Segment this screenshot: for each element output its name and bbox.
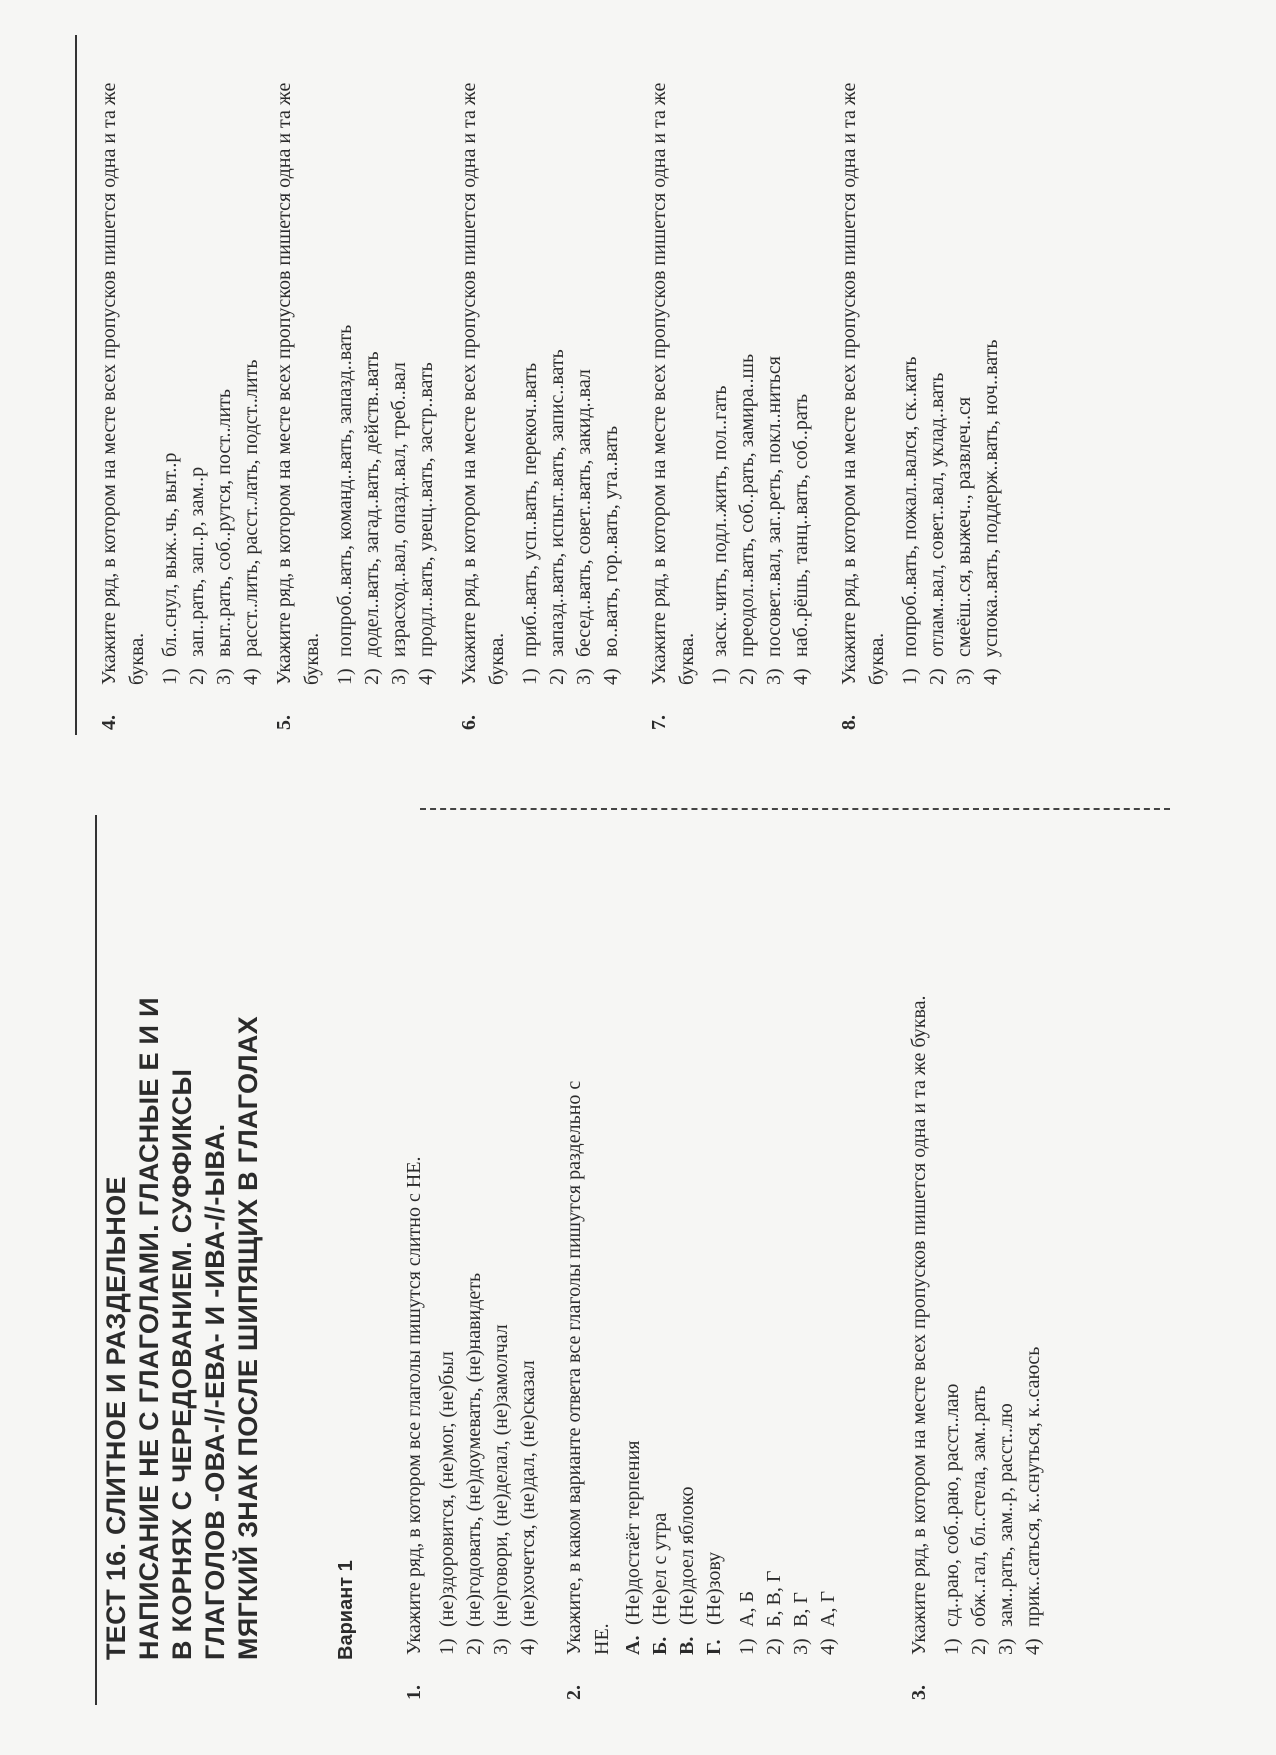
option-number: 4)	[600, 668, 622, 685]
option-number: 3)	[573, 668, 595, 685]
title-line: ТЕСТ 16. СЛИТНОЕ И РАЗДЕЛЬНОЕ	[101, 1176, 131, 1660]
option-number: 3)	[790, 1638, 812, 1655]
question-6	[455, 30, 625, 730]
answer-option[interactable]	[544, 30, 571, 685]
option-text: А, Б	[736, 1591, 758, 1627]
answer-option[interactable]	[1020, 820, 1047, 1655]
statement-text: (Не)зову	[703, 1551, 725, 1625]
title-line: МЯГКИЙ ЗНАК ПОСЛЕ ШИПЯЩИХ В ГЛАГОЛАХ	[233, 1016, 263, 1660]
question-1	[400, 820, 542, 1700]
question-stem: Укажите ряд, в котором на месте всех пропусков пишется одна и та же буква.	[838, 82, 888, 685]
statement-letter: А.	[622, 1635, 644, 1655]
title-line: НАПИСАНИЕ НЕ С ГЛАГОЛАМИ. ГЛАСНЫЕ Е И И	[134, 997, 164, 1660]
option-number: 2)	[968, 1638, 990, 1655]
answer-options	[434, 820, 542, 1655]
option-text: бл..снул, выж..чь, выт..р	[159, 452, 181, 657]
question-3	[905, 820, 1047, 1700]
answer-option[interactable]	[413, 30, 440, 685]
answer-option[interactable]	[157, 30, 184, 685]
answer-option[interactable]	[707, 30, 734, 685]
answer-option[interactable]	[978, 30, 1005, 685]
answer-option[interactable]	[332, 30, 359, 685]
option-text: во..вать, гор..вать, ута..вать	[600, 425, 622, 657]
question-4	[95, 30, 265, 730]
option-text: сд..раю, соб..раю, расст..лаю	[941, 1383, 963, 1627]
question-number: 2.	[563, 1685, 585, 1700]
question-stem: Укажите ряд, в котором на месте всех пропусков пишется одна и та же буква.	[458, 82, 508, 685]
question-7	[645, 30, 815, 730]
option-number: 3)	[763, 668, 785, 685]
answer-option[interactable]	[924, 30, 951, 685]
answer-option[interactable]	[517, 30, 544, 685]
option-text: запазд..вать, испыт..вать, запис..вать	[546, 349, 568, 657]
option-number: 4)	[240, 668, 262, 685]
statement-list	[620, 1080, 728, 1655]
question-number: 1.	[403, 1685, 425, 1700]
answer-option[interactable]	[211, 30, 238, 685]
question-stem: Укажите ряд, в котором на месте всех пропусков пишется одна и та же буква.	[908, 995, 930, 1655]
answer-option[interactable]	[815, 1080, 842, 1655]
question-number: 8.	[838, 715, 860, 730]
option-text: зап..рать, зап..р, зам..р	[186, 466, 208, 657]
statement-item	[674, 1080, 701, 1655]
question-number: 6.	[458, 715, 480, 730]
answer-options	[734, 1080, 842, 1655]
answer-option[interactable]	[515, 820, 542, 1655]
option-text: посовет..вал, заг..реть, покл..ниться	[763, 356, 785, 657]
question-stem: Укажите ряд, в котором на месте всех пропусков пишется одна и та же буква.	[273, 82, 323, 685]
top-rule-right	[75, 35, 77, 735]
option-number: 1)	[436, 1638, 458, 1655]
option-number: 3)	[388, 668, 410, 685]
answer-option[interactable]	[488, 820, 515, 1655]
option-number: 4)	[817, 1638, 839, 1655]
dashed-divider	[420, 808, 1170, 810]
answer-options	[332, 30, 440, 685]
option-number: 1)	[736, 1638, 758, 1655]
option-number: 2)	[763, 1638, 785, 1655]
answer-options	[939, 820, 1047, 1655]
option-text: (не)годовать, (не)доумевать, (не)навидеть	[463, 1272, 485, 1627]
question-stem: Укажите ряд, в котором все глаголы пишутся слитно с НЕ.	[403, 1156, 425, 1655]
answer-option[interactable]	[939, 820, 966, 1655]
option-number: 1)	[941, 1638, 963, 1655]
option-text: расст..лить, расст..лать, подст..лить	[240, 359, 262, 657]
statement-text: (Не)ел с утра	[649, 1512, 671, 1625]
top-rule-left	[95, 815, 97, 1705]
option-number: 2)	[463, 1638, 485, 1655]
statement-text: (Не)доел яблоко	[676, 1486, 698, 1625]
answer-options	[517, 30, 625, 685]
statement-letter: В.	[676, 1636, 698, 1655]
option-number: 2)	[546, 668, 568, 685]
answer-option[interactable]	[184, 30, 211, 685]
statement-item	[620, 1080, 647, 1655]
option-text: наб..рёшь, танц..вать, соб..рать	[790, 393, 812, 657]
answer-option[interactable]	[734, 30, 761, 685]
answer-options	[897, 30, 1005, 685]
option-text: попроб..вать, пожал..вался, ск..кать	[899, 356, 921, 657]
title-line: ГЛАГОЛОВ -ОВА-//-ЕВА- И -ИВА-//-ЫВА.	[200, 1123, 230, 1660]
question-number: 5.	[273, 715, 295, 730]
answer-option[interactable]	[386, 30, 413, 685]
option-text: додел..вать, загад..вать, действ..вать	[361, 351, 383, 657]
statement-letter: Б.	[649, 1636, 671, 1655]
option-text: (не)здоровится, (не)мог, (не)был	[436, 1351, 458, 1627]
option-number: 2)	[736, 668, 758, 685]
answer-option[interactable]	[734, 1080, 761, 1655]
option-text: обж..гал, бл..стела, зам..рать	[968, 1385, 990, 1627]
option-number: 3)	[213, 668, 235, 685]
answer-option[interactable]	[897, 30, 924, 685]
option-text: бесед..вать, совет..вать, закид..вал	[573, 369, 595, 657]
option-number: 1)	[709, 668, 731, 685]
option-number: 1)	[899, 668, 921, 685]
question-number: 7.	[648, 715, 670, 730]
option-number: 2)	[361, 668, 383, 685]
statement-item	[701, 1080, 728, 1655]
option-number: 4)	[517, 1638, 539, 1655]
answer-option[interactable]	[761, 30, 788, 685]
option-number: 2)	[926, 668, 948, 685]
option-text: отлам..вал, совет..вал, уклад..вать	[926, 372, 948, 657]
answer-option[interactable]	[788, 30, 815, 685]
option-text: заск..чить, подл..жить, пол..гать	[709, 385, 731, 657]
answer-option[interactable]	[993, 820, 1020, 1655]
option-text: попроб..вать, команд..вать, запазд..вать	[334, 324, 356, 657]
answer-option[interactable]	[598, 30, 625, 685]
option-text: приб..вать, усп..вать, перекоч..вать	[519, 362, 541, 657]
answer-option[interactable]	[788, 1080, 815, 1655]
option-number: 4)	[980, 668, 1002, 685]
answer-options	[707, 30, 815, 685]
option-number: 1)	[519, 668, 541, 685]
option-text: успока..вать, поддерж..вать, ноч..вать	[980, 339, 1002, 657]
title-line: В КОРНЯХ С ЧЕРЕДОВАНИЕМ. СУФФИКСЫ	[167, 1068, 197, 1660]
option-text: (не)хочется, (не)дал, (не)сказал	[517, 1360, 539, 1627]
question-number: 4.	[98, 715, 120, 730]
option-number: 3)	[490, 1638, 512, 1655]
option-number: 4)	[790, 668, 812, 685]
answer-option[interactable]	[238, 30, 265, 685]
option-text: выт..рать, соб..рутся, пост..лить	[213, 388, 235, 657]
option-text: смеёш..ся, выжеч.., развлеч..ся	[953, 396, 975, 657]
answer-option[interactable]	[571, 30, 598, 685]
statement-letter: Г.	[703, 1639, 725, 1655]
option-number: 2)	[186, 668, 208, 685]
answer-option[interactable]	[359, 30, 386, 685]
answer-option[interactable]	[434, 820, 461, 1655]
option-text: израсход..вал, опазд..вал, треб..вал	[388, 362, 410, 657]
option-text: зам..рать, зам..р, расст..лю	[995, 1403, 1017, 1627]
option-text: А, Г	[817, 1590, 839, 1627]
question-stem: Укажите, в каком варианте ответа все глаголы пишутся раздельно с НЕ.	[563, 1080, 613, 1655]
option-text: продл..вать, увещ..вать, застр..вать	[415, 362, 437, 657]
question-5	[270, 30, 440, 730]
variant-heading: Вариант 1	[335, 1560, 357, 1660]
answer-options	[157, 30, 265, 685]
option-number: 4)	[415, 668, 437, 685]
option-text: преодол..вать, соб..рать, замира..шь	[736, 353, 758, 657]
question-stem: Укажите ряд, в котором на месте всех пропусков пишется одна и та же буква.	[98, 82, 148, 685]
question-stem: Укажите ряд, в котором на месте всех пропусков пишется одна и та же буква.	[648, 82, 698, 685]
option-text: В, Г	[790, 1592, 812, 1627]
question-number: 3.	[908, 1685, 930, 1700]
option-text: (не)говори, (не)делал, (не)замолчал	[490, 1324, 512, 1627]
statement-text: (Не)достаёт терпения	[622, 1440, 644, 1625]
question-2	[560, 1080, 842, 1700]
answer-option[interactable]	[761, 1080, 788, 1655]
option-text: Б, В, Г	[763, 1570, 785, 1627]
statement-item	[647, 1080, 674, 1655]
answer-option[interactable]	[951, 30, 978, 685]
option-number: 3)	[995, 1638, 1017, 1655]
option-number: 1)	[159, 668, 181, 685]
answer-option[interactable]	[461, 820, 488, 1655]
answer-option[interactable]	[966, 820, 993, 1655]
option-text: прик..саться, к..снуться, к..саюсь	[1022, 1346, 1044, 1627]
question-8	[835, 30, 1005, 730]
option-number: 3)	[953, 668, 975, 685]
option-number: 4)	[1022, 1638, 1044, 1655]
option-number: 1)	[334, 668, 356, 685]
page-title	[100, 820, 265, 1660]
